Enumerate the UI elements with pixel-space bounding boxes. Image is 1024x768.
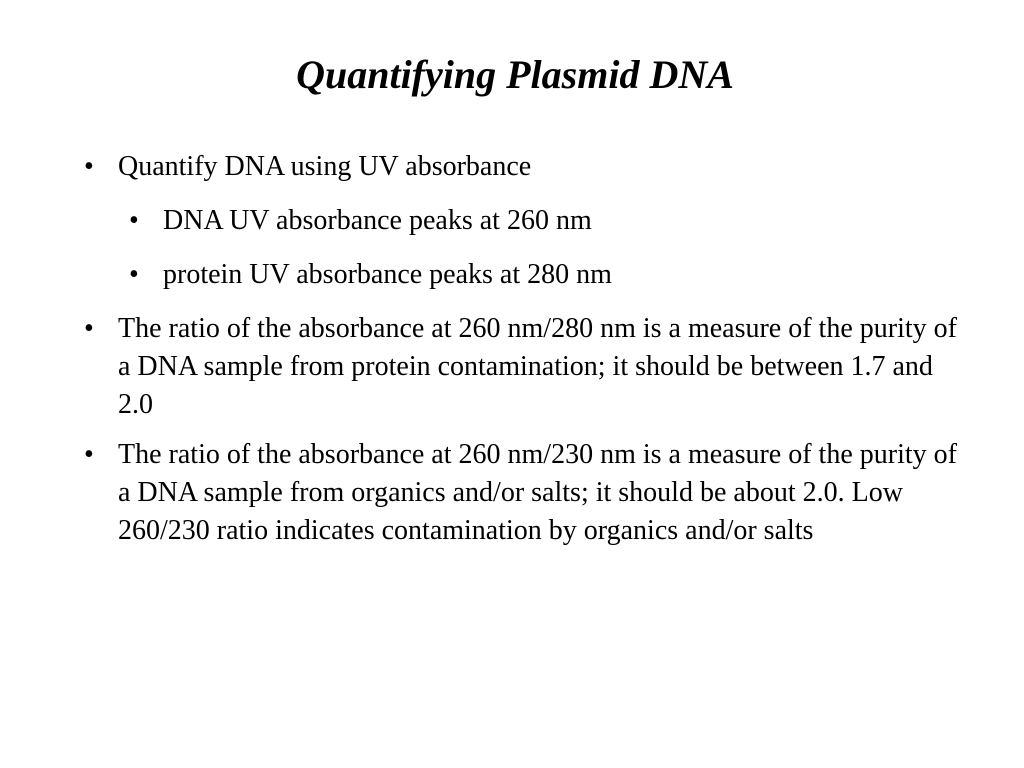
- bullet-icon: •: [84, 439, 94, 470]
- bullet-icon: •: [84, 151, 94, 182]
- bullet-item-quantify: [0, 148, 1024, 186]
- sub-bullet-item-dna-peak: [0, 202, 1024, 240]
- bullet-text: DNA UV absorbance peaks at 260 nm: [163, 205, 592, 236]
- sub-bullet-item-protein-peak: [0, 256, 1024, 294]
- slide-title: Quantifying Plasmid DNA: [296, 52, 734, 97]
- bullet-text: The ratio of the absorbance at 260 nm/230 nm is a measure of the purity of a DNA sample from organics and/or salts; it should be about 2.0. Low 260/230 ratio indicates contamination by organics and/or salts: [118, 439, 957, 546]
- bullet-item-ratio-260-280: [0, 310, 1024, 424]
- bullet-icon: •: [84, 313, 94, 344]
- bullet-text: Quantify DNA using UV absorbance: [118, 151, 532, 182]
- bullet-text: The ratio of the absorbance at 260 nm/280 nm is a measure of the purity of a DNA sample from protein contamination; it should be between 1.7 and 2.0: [118, 313, 957, 420]
- bullet-item-ratio-260-230: [0, 436, 1024, 550]
- bullet-icon: •: [129, 205, 139, 236]
- bullet-text: protein UV absorbance peaks at 280 nm: [163, 259, 612, 290]
- bullet-icon: •: [129, 259, 139, 290]
- bullet-list: [0, 148, 1024, 562]
